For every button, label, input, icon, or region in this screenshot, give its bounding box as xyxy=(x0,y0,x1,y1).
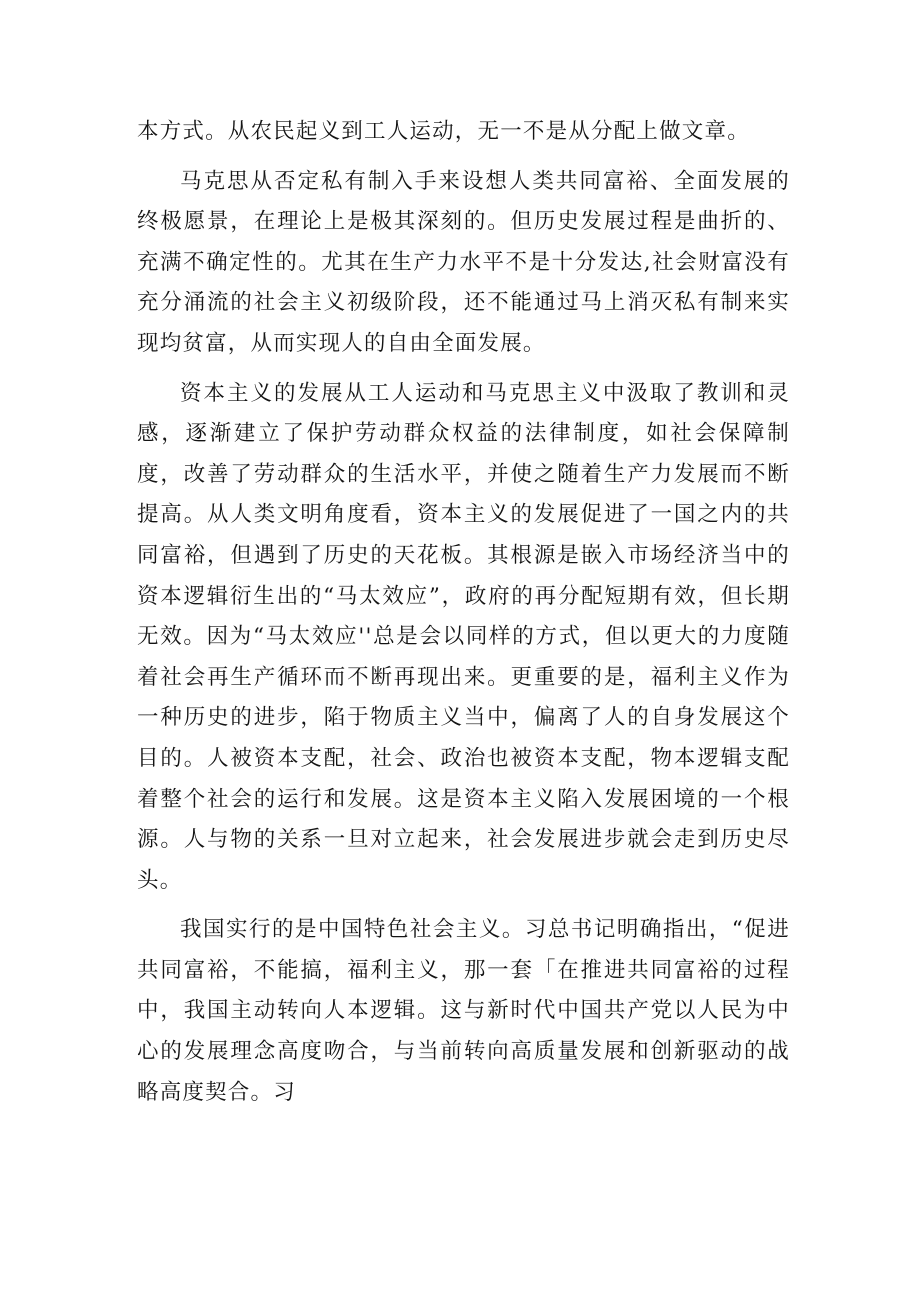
document-body xyxy=(137,112,790,1122)
paragraph-1: 本方式。从农民起义到工人运动，无一不是从分配上做文章。 xyxy=(137,119,750,144)
paragraph-4: 我国实行的是中国特色社会主义。习总书记明确指出，“促进共同富裕，不能搞，福利主义，那一套「在推进共同富裕的过程中，我国主动转向人本逻辑。这与新时代中国共产党以人民为中心的发展理念高度吻合，与当前转向高质量发展和创新驱动的战略高度契合。习 xyxy=(137,917,790,1105)
paragraph-2: 马克思从否定私有制入手来设想人类共同富裕、全面发展的终极愿景，在理论上是极其深刻的。但历史发展过程是曲折的、充满不确定性的。尤其在生产力水平不是十分发达,社会财富没有充分涌流的社会主义初级阶段，还不能通过马上消灭私有制来实现均贫富，从而实现人的自由全面发展。 xyxy=(137,168,790,356)
paragraph-3: 资本主义的发展从工人运动和马克思主义中汲取了教训和灵感，逐渐建立了保护劳动群众权益的法律制度，如社会保障制度，改善了劳动群众的生活水平，并使之随着生产力发展而不断提高。从人类文明角度看，资本主义的发展促进了一国之内的共同富裕，但遇到了历史的天花板。其根源是嵌入市场经济当中的资本逻辑衍生出的“马太效应”，政府的再分配短期有效，但长期无效。因为“马太效应''总是会以同样的方式，但以更大的力度随着社会再生产循环而不断再现出来。更重要的是，福利主义作为一种历史的进步，陷于物质主义当中，偏离了人的自身发展这个目的。人被资本支配，社会、政治也被资本支配，物本逻辑支配着整个社会的运行和发展。这是资本主义陷入发展困境的一个根源。人与物的关系一旦对立起来，社会发展进步就会走到历史尽头。 xyxy=(137,380,790,893)
